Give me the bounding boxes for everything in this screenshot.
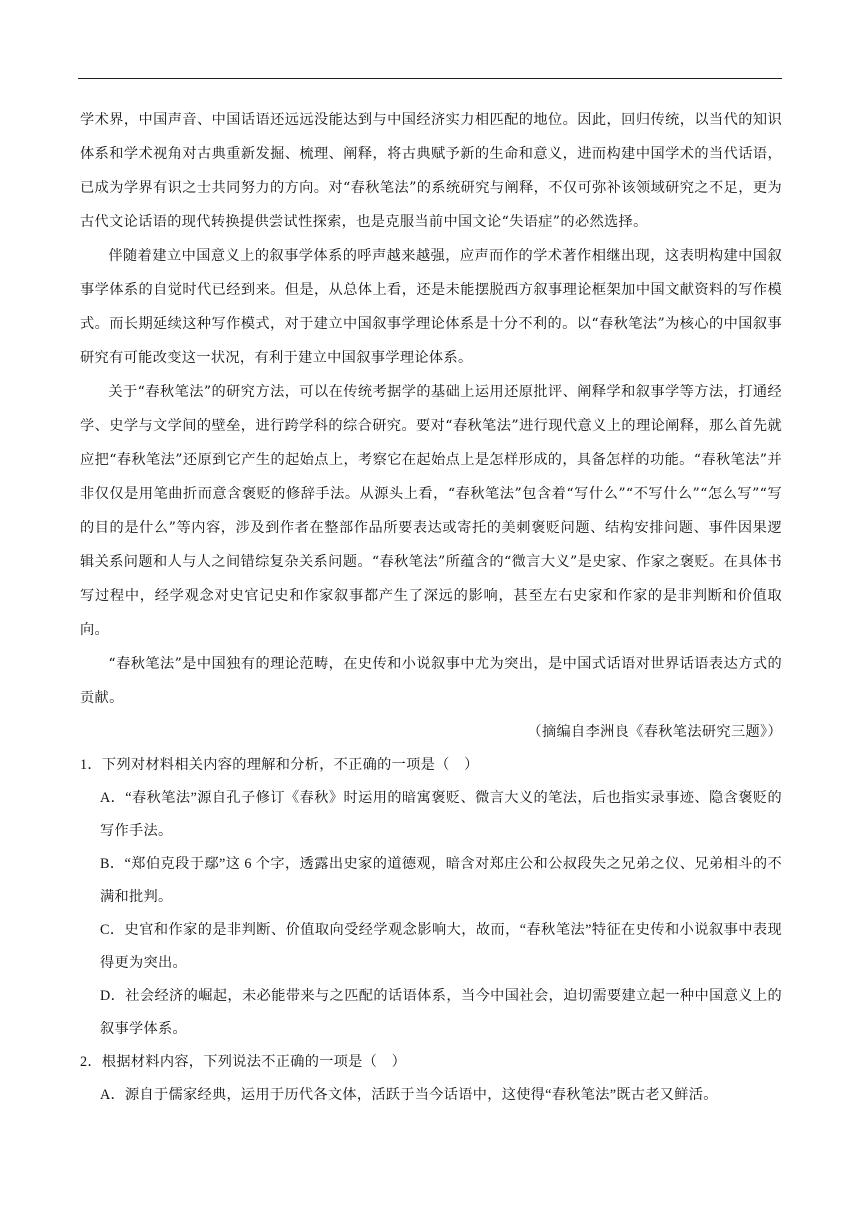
question-1-option-a[interactable]: A．“春秋笔法”源自孔子修订《春秋》时运用的暗寓褒贬、微言大义的笔法，后也指实录事迹、隐含褒贬的写作手法。 (100, 790, 782, 839)
passage-paragraph-2: 伴随着建立中国意义上的叙事学体系的呼声越来越强，应声而作的学术著作相继出现，这表明构建中国叙事学体系的自觉时代已经到来。但是，从总体上看，还是未能摆脱西方叙事理论框架加中国文献资料的写作模式。而长期延续这种写作模式，对于建立中国叙事学理论体系是十分不利的。以“春秋笔法”为核心的中国叙事研究有可能改变这一状况，有利于建立中国叙事学理论体系。 (80, 248, 782, 366)
question-1-option-b[interactable]: B．“郑伯克段于鄢”这 6 个字，透露出史家的道德观，暗含对郑庄公和公叔段失之兄弟之仪、兄弟相斗的不满和批判。 (100, 856, 782, 905)
question-2 (80, 1046, 782, 1112)
passage-paragraph-1: 学术界，中国声音、中国话语还远远没能达到与中国经济实力相匹配的地位。因此，回归传统，以当代的知识体系和学术视角对古典重新发掘、梳理、阐释，将古典赋予新的生命和意义，进而构建中国学术的当代话语，已成为学界有识之士共同努力的方向。对“春秋笔法”的系统研究与阐释，不仅可弥补该领域研究之不足，更为古代文论话语的现代转换提供尝试性探索，也是克服当前中国文论“失语症”的必然选择。 (80, 112, 782, 230)
passage-source: （摘编自李洲良《春秋笔法研究三题》） (527, 724, 782, 740)
question-1-option-d[interactable]: D．社会经济的崛起，未必能带来与之匹配的话语体系，当今中国社会，迫切需要建立起一种中国意义上的叙事学体系。 (100, 988, 782, 1037)
header-rule (78, 78, 782, 79)
page-content (80, 103, 782, 1112)
question-1-option-c[interactable]: C．史官和作家的是非判断、价值取向受经学观念影响大，故而，“春秋笔法”特征在史传和小说叙事中表现得更为突出。 (100, 922, 782, 971)
question-1 (80, 749, 782, 1046)
question-1-stem: 1．下列对材料相关内容的理解和分析，不正确的一项是（ ） (80, 757, 479, 773)
passage-paragraph-4: “春秋笔法”是中国独有的理论范畴，在史传和小说叙事中尤为突出，是中国式话语对世界话语表达方式的贡献。 (80, 656, 782, 706)
passage-paragraph-3: 关于“春秋笔法”的研究方法，可以在传统考据学的基础上运用还原批评、阐释学和叙事学等方法，打通经学、史学与文学间的壁垒，进行跨学科的综合研究。要对“春秋笔法”进行现代意义上的理论阐释，那么首先就应把“春秋笔法”还原到它产生的起始点上，考察它在起始点上是怎样形成的，具备怎样的功能。“春秋笔法”并非仅仅是用笔曲折而意含褒贬的修辞手法。从源头上看，“春秋笔法”包含着“写什么”“不写什么”“怎么写”“写的目的是什么”等内容，涉及到作者在整部作品所要表达或寄托的美刺褒贬问题、结构安排问题、事件因果逻辑关系问题和人与人之间错综复杂关系问题。“春秋笔法”所蕴含的“微言大义”是史家、作家之褒贬。在具体书写过程中，经学观念对史官记史和作家叙事都产生了深远的影响，甚至左右史家和作家的是非判断和价值取向。 (80, 384, 782, 638)
question-2-option-a[interactable]: A．源自于儒家经典，运用于历代各文体，活跃于当今话语中，这使得“春秋笔法”既古老又鲜活。 (100, 1087, 718, 1103)
question-2-stem: 2．根据材料内容，下列说法不正确的一项是（ ） (80, 1054, 407, 1070)
